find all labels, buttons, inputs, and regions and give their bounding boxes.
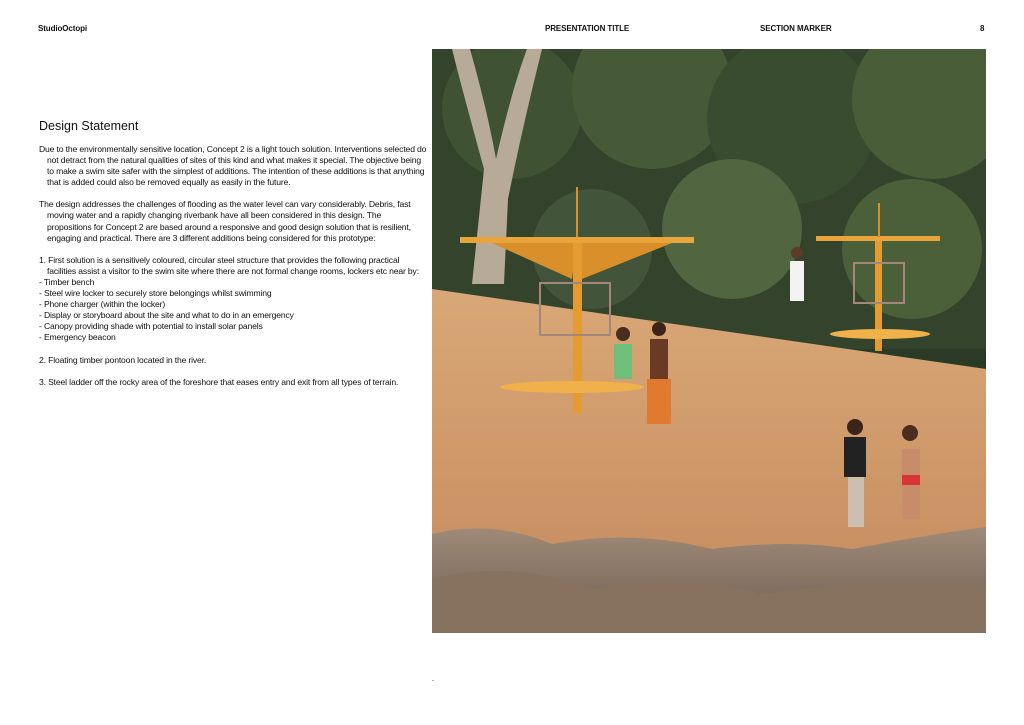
- feature-item: - Phone charger (within the locker): [39, 299, 166, 310]
- feature-item: - Canopy providing shade with potential to install solar panels: [39, 321, 263, 332]
- section-heading: Design Statement: [39, 119, 139, 133]
- solution-list: [39, 255, 427, 344]
- solution-item-2: 2. Floating timber pontoon located in the river.: [39, 354, 207, 365]
- solution-item-3: 3. Steel ladder off the rocky area of the foreshore that eases entry and exit from all types of terrain.: [39, 376, 399, 387]
- feature-item: - Steel wire locker to securely store belongings whilst swimming: [39, 288, 272, 299]
- feature-item: - Emergency beacon: [39, 332, 116, 343]
- page-number: 8: [980, 24, 985, 33]
- feature-item: - Timber bench: [39, 276, 95, 287]
- solution-item-1: 1. First solution is a sensitively coloured, circular steel structure that provides the following practical facilities assist a visitor to the swim site where there are not formal change rooms, lockers etc near by:: [39, 254, 419, 276]
- presentation-title: PRESENTATION TITLE: [545, 24, 630, 33]
- paragraph-flooding: The design addresses the challenges of flooding as the water level can vary considerably. Debris, fast moving water and a rapidly changing riverbank have all been considered in this design. The propositions for Concept 2 are based around a responsive and good design solution that is resilient, engaging and practical. There are 3 different additions being considered for this prototype:: [39, 199, 411, 243]
- footer-mark: -: [432, 678, 434, 684]
- section-marker: SECTION MARKER: [760, 24, 832, 33]
- feature-item: - Display or storyboard about the site and what to do in an emergency: [39, 310, 294, 321]
- feature-list: [39, 277, 427, 344]
- paragraph-intro: Due to the environmentally sensitive location, Concept 2 is a light touch solution. Interventions selected do not detract from the natural qualities of sites of this kind and what makes it special. The objective being to make a swim site safer with the simplest of additions. The intention of these additions is that anything that is added could also be removed equally as easily in the future.: [39, 144, 427, 188]
- body-text: [39, 144, 427, 399]
- beach-rendering-image: [432, 49, 986, 633]
- studio-name: StudioOctopi: [38, 24, 88, 33]
